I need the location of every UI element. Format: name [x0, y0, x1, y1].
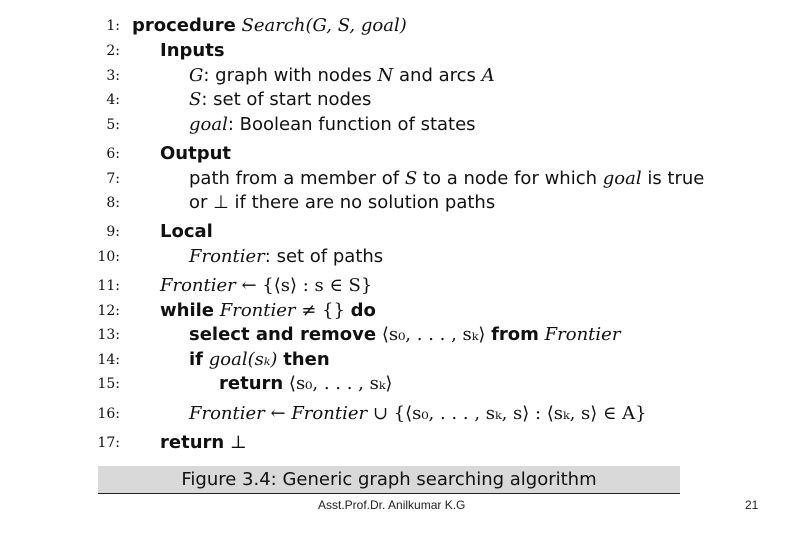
line-number: 12: [97, 303, 120, 319]
line-number: 9: [106, 224, 120, 240]
footer-author: Asst.Prof.Dr. Anilkumar K.G [318, 498, 466, 512]
line-number: 7: [106, 171, 120, 187]
line-number: 11: [97, 278, 120, 294]
line-number: 8: [106, 195, 120, 211]
page-number: 21 [745, 498, 759, 512]
line-number: 15: [97, 376, 120, 392]
line-number: 3: [106, 68, 120, 84]
procedure-params: (G, S, goal) [305, 15, 407, 36]
keyword-if: if [189, 349, 204, 370]
line-number: 4: [106, 92, 120, 108]
keyword-return: return [160, 432, 225, 453]
keyword-inputs: Inputs [160, 40, 225, 61]
line-number: 14: [97, 352, 120, 368]
line-number: 17: [97, 435, 120, 451]
keyword-then: then [283, 349, 330, 370]
line-number: 1: [106, 18, 120, 34]
keyword-procedure: procedure [132, 15, 236, 36]
line-number: 13: [97, 327, 120, 343]
keyword-do: do [350, 300, 376, 321]
procedure-name: Search [241, 15, 306, 36]
keyword-return: return [219, 373, 284, 394]
line-number: 2: [106, 43, 120, 59]
line-number: 6: [106, 146, 120, 162]
line-number: 16: [97, 406, 120, 422]
keyword-output: Output [160, 143, 232, 164]
line-number: 10: [97, 249, 120, 265]
keyword-local: Local [160, 221, 213, 242]
line-number: 5: [106, 117, 120, 133]
figure-caption: Figure 3.4: Generic graph searching algorithm [98, 466, 680, 494]
keyword-while: while [160, 300, 214, 321]
